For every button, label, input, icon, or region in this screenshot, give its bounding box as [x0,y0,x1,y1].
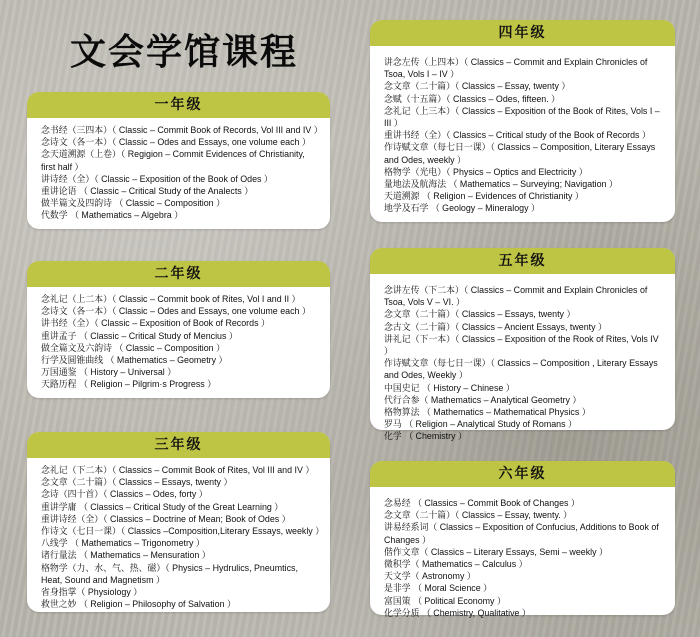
grade-heading: 二年级 [27,261,330,287]
grade-card-2 [27,261,330,398]
course-item: 行学及圆锥曲线 （ Mathematics – Geometry ） [41,355,228,366]
grade-heading: 六年级 [370,461,675,487]
grade-card-4 [370,20,675,222]
course-item: 万国通鉴 （ History – Universal ） [41,367,177,378]
course-item: 讲易经系词（ Classics – Exposition of Confucius, Additions to Book of Changes ） [384,522,659,545]
course-item: 念古文（二十篇）（ Classics – Ancient Essays, twenty ） [384,321,607,332]
grade-heading: 四年级 [370,20,675,46]
course-list [27,458,330,616]
grade-heading: 一年级 [27,92,330,118]
course-item: 念文章（二十篇）（ Classics – Essay, twenty ） [384,81,571,92]
course-item: 讲书经（全）（ Classic – Exposition of Book of Records ） [41,318,270,329]
course-list [370,487,675,625]
grade-heading: 五年级 [370,248,675,274]
course-item: 念讲左传（下二本）（ Classics – Commit and Explain Chronicles of Tsoa, Vols V – VI. ） [384,285,648,308]
course-list [370,274,675,449]
course-item: 念诗文（各一本）（ Classic – Odes and Essays, one volume each ） [41,137,311,148]
course-item: 重讲学庸 （ Classics – Critical Study of the Great Learning ） [41,501,284,512]
course-item: 念易经 （ Classics – Commit Book of Changes ） [384,498,580,508]
course-item: 念书经（三四本）（ Classic – Commit Book of Records, Vol III and IV ） [41,125,323,135]
course-item: 做全篇文及六韵诗 （ Classic – Composition ） [41,342,225,353]
course-item: 做半篇文及四韵诗 （ Classic – Composition ） [41,198,225,209]
course-item: 格物算法 （ Mathematics – Mathematical Physics ） [384,407,591,418]
course-item: 代行合参（ Mathematics – Analytical Geometry ） [384,394,582,405]
course-item: 念诗文（各一本）（ Classic – Odes and Essays, one volume each ） [41,306,311,317]
course-item: 念文章（二十篇）（ Classics – Essay, twenty. ） [384,510,573,521]
course-item: 念礼记（上三本）（ Classics – Exposition of the Book of Rites, Vols I – III ） [384,105,660,129]
course-item: 重讲论语 （ Classic – Critical Study of the Analects ） [41,186,254,197]
course-item: 中国史记 （ History – Chinese ） [384,382,515,393]
course-item: 微积学（ Mathematics – Calculus ） [384,559,528,570]
course-item: 作诗赋文章（每七日一课）（ Classics – Composition, Literary Essays and Odes, weekly ） [384,142,656,165]
course-item: 量地法及航海法 （ Mathematics – Surveying; Navigation ） [384,179,618,190]
course-item: 天道溯源 （ Religion – Evidences of Christianity ） [384,191,584,202]
course-item: 重讲书经（全）（ Classics – Critical study of the Book of Records ） [384,130,651,141]
course-item: 念诗（四十首）（ Classics – Odes, forty ） [41,489,208,500]
course-list [27,287,330,397]
grade-card-3 [27,432,330,612]
grade-card-6 [370,461,675,618]
course-item: 省身指掌（ Physiology ） [41,587,143,598]
course-item: 讲礼记（下一本）（ Classics – Exposition of the Rook of Rites, Vols IV ） [384,333,659,357]
course-item: 念天道溯源（上卷）（ Regigion – Commit Evidences of Christianity, first half ） [41,149,305,172]
course-item: 念文章（二十篇）（ Classics – Essays, twenty ） [41,477,233,488]
course-item: 格物学（光电）（ Physics – Optics and Electricity ） [384,166,588,177]
course-item: 化学 （ Chemistry ） [384,431,467,442]
course-item: 念赋（十五篇）（ Classics – Odes, fifteen. ） [384,93,561,104]
course-item: 念文章（二十篇）（ Classics – Essays, twenty ） [384,309,576,320]
page-title: 文会学馆课程 [70,32,299,73]
course-item: 罗马 （ Religion – Analytical Study of Romans ） [384,419,577,430]
course-item: 天路历程 （ Religion – Pilgrim·s Progress ） [41,379,217,390]
course-item: 代数学 （ Mathematics – Algebra ） [41,210,184,221]
course-item: 救世之妙 （ Religion – Philosophy of Salvation ） [41,599,236,610]
course-item: 作诗文（七日一课）（ Classics –Composition,Literary Essays, weekly ） [41,526,325,537]
grade-heading: 三年级 [27,432,330,458]
course-item: 讲诗经（全）（ Classic – Exposition of the Book of Odes ） [41,173,273,184]
course-item: 化学分质 （ Chemistry, Qualitative ） [384,607,531,618]
course-item: 地学及石学 （ Geology – Mineralogy ） [384,203,540,214]
course-item: 格物学（力、水、气、热、磁）（ Physics – Hydrulics, Pneumtics, Heat, Sound and Magnetism ） [41,562,298,585]
grade-card-1 [27,92,330,229]
course-item: 重讲孟子 （ Classic – Critical Study of Mencius ） [41,330,238,341]
course-item: 富国策 （ Political Economy ） [384,595,506,606]
course-item: 天文学（ Astronomy ） [384,571,476,582]
course-item: 讲念左传（上四本）（ Classics – Commit and Explain Chronicles of Tsoa, Vols I – IV ） [384,57,648,80]
course-item: 重讲诗经（全）（ Classics – Doctrine of Mean; Book of Odes ） [41,513,291,524]
course-list [27,118,330,228]
course-item: 八线学 （ Mathematics – Trigonometry ） [41,538,205,549]
course-item: 偕作文章（ Classics – Literary Essays, Semi – weekly ） [384,546,608,557]
course-list [370,46,675,221]
course-item: 作诗赋文章（每七日一课）（ Classics – Composition , Literary Essays and Odes, Weekly ） [384,358,658,381]
grade-card-5 [370,248,675,442]
course-item: 是非学 （ Moral Science ） [384,583,493,594]
course-item: 诸行量法 （ Mathematics – Mensuration ） [41,550,211,561]
course-item: 念礼记（上二本）（ Classic – Commit book of Rites, Vol I and II ） [41,294,301,304]
course-item: 念礼记（下二本）（ Classics – Commit Book of Rites, Vol III and IV ） [41,465,315,475]
